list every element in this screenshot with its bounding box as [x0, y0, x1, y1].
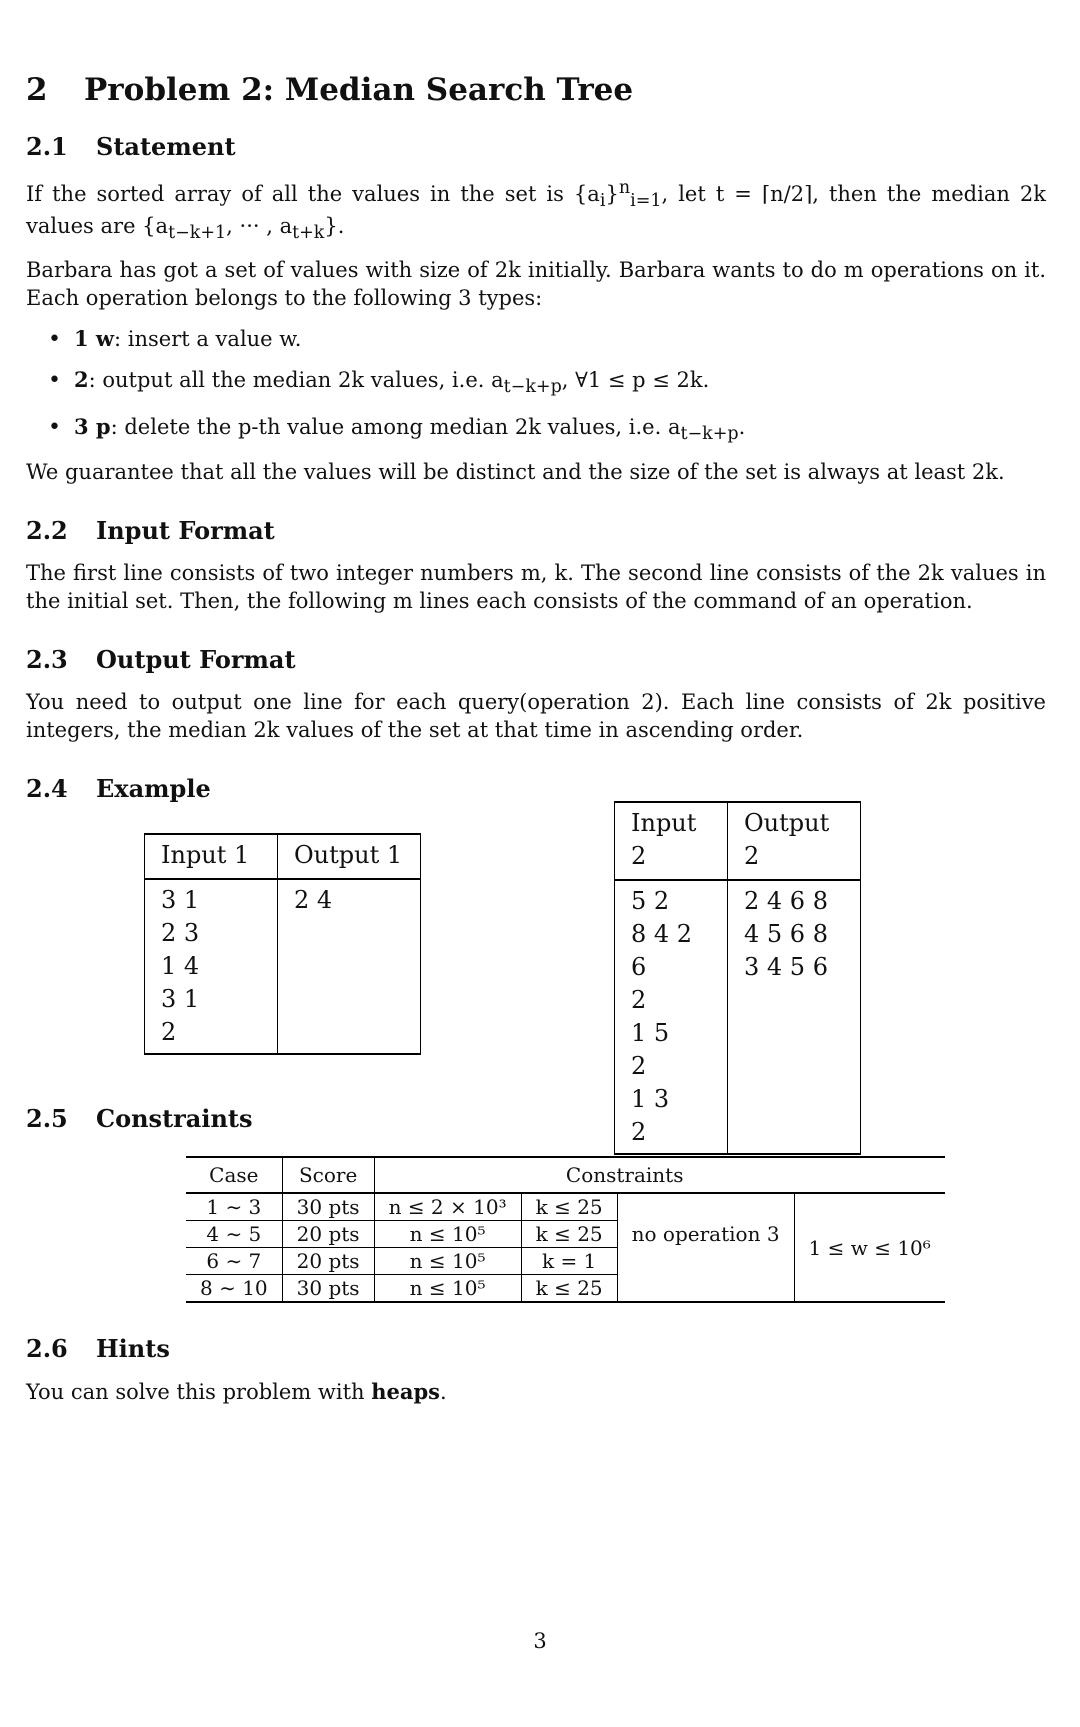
table-cell: 4 ∼ 5 — [186, 1221, 282, 1248]
table-cell: 1 ≤ w ≤ 10⁶ — [794, 1193, 945, 1302]
section-title: 2 Problem 2: Median Search Tree — [26, 72, 634, 108]
table-header: Case — [186, 1157, 282, 1193]
table-header: Constraints — [374, 1157, 945, 1193]
table-cell: 20 pts — [282, 1221, 374, 1248]
table-cell: n ≤ 10⁵ — [374, 1221, 521, 1248]
table-cell: 2 4 6 8 4 5 6 8 3 4 5 6 — [728, 880, 861, 1154]
table-cell: 8 ∼ 10 — [186, 1275, 282, 1303]
constraints-section — [26, 1103, 1046, 1333]
table-cell — [617, 1248, 794, 1275]
constraints-heading: 2.5 Constraints — [26, 1103, 253, 1133]
list-item: • 1 w: insert a value w. — [74, 325, 1046, 354]
table-cell: k ≤ 25 — [521, 1275, 617, 1303]
operations-list — [26, 325, 1046, 446]
table-cell: k ≤ 25 — [521, 1193, 617, 1221]
table-header: Input 1 — [145, 834, 278, 879]
output-format-heading: 2.3 Output Format — [26, 644, 296, 674]
table-cell: 20 pts — [282, 1248, 374, 1275]
statement-heading: 2.1 Statement — [26, 131, 236, 161]
table-cell: n ≤ 10⁵ — [374, 1275, 521, 1303]
table-header: Output 2 — [728, 802, 861, 880]
example-heading: 2.4 Example — [26, 773, 211, 803]
statement-p1: If the sorted array of all the values in the set is $\{a_i\}^n_{i=1}$, let t = ⌈n/2⌉, then the median 2k values are {$a_{t-k+1}$, ··· , $a_{t+k}$}. — [26, 177, 1046, 244]
list-item: • 3 p: delete the p-th value among median 2k values, i.e. $a_{t-k+p}$. — [74, 413, 1046, 446]
document-page — [26, 70, 1046, 1435]
hints-heading: 2.6 Hints — [26, 1333, 170, 1363]
hints-section — [26, 1333, 1046, 1407]
input-format-text: The first line consists of two integer numbers m, k. The second line consists of the 2k values in the initial set. Then, the following m lines each consists of the command of an operation. — [26, 561, 1046, 613]
table-cell: 3 1 2 3 1 4 3 1 2 — [145, 879, 278, 1054]
statement-p3: We guarantee that all the values will be distinct and the size of the set is always at least 2k. — [26, 459, 1005, 484]
table-cell: n ≤ 2 × 10³ — [374, 1193, 521, 1221]
table-cell: k ≤ 25 — [521, 1221, 617, 1248]
table-cell: k = 1 — [521, 1248, 617, 1275]
output-format-text: You need to output one line for each query(operation 2). Each line consists of 2k positive integers, the median 2k values of the set at that time in ascending order. — [26, 690, 1046, 743]
example-table-2 — [614, 801, 861, 1155]
table-cell: 2 4 — [278, 879, 421, 1054]
page-number: 3 — [533, 1629, 547, 1653]
table-cell: 5 2 8 4 2 6 2 1 5 2 1 3 2 — [615, 880, 728, 1154]
table-cell: no operation 3 — [617, 1221, 794, 1248]
list-item: • 2: output all the median 2k values, i.e. $a_{t-k+p}$, ∀1 ≤ p ≤ 2k. — [74, 366, 1046, 399]
table-cell — [617, 1193, 794, 1221]
table-cell — [617, 1275, 794, 1303]
table-cell: 1 ∼ 3 — [186, 1193, 282, 1221]
example-table-1 — [144, 833, 421, 1055]
statement-section — [26, 131, 1046, 487]
table-cell: 30 pts — [282, 1193, 374, 1221]
table-header: Output 1 — [278, 834, 421, 879]
constraints-table — [186, 1156, 945, 1303]
table-header: Score — [282, 1157, 374, 1193]
input-format-heading: 2.2 Input Format — [26, 515, 275, 545]
table-cell: 6 ∼ 7 — [186, 1248, 282, 1275]
statement-p2: Barbara has got a set of values with size of 2k initially. Barbara wants to do m operations on it. Each operation belongs to the following 3 types: — [26, 258, 1046, 310]
output-format-section — [26, 644, 1046, 745]
table-header: Input 2 — [615, 802, 728, 880]
hints-text: You can solve this problem with heaps. — [26, 1379, 447, 1405]
input-format-section — [26, 515, 1046, 616]
table-cell: 30 pts — [282, 1275, 374, 1303]
table-cell: n ≤ 10⁵ — [374, 1248, 521, 1275]
